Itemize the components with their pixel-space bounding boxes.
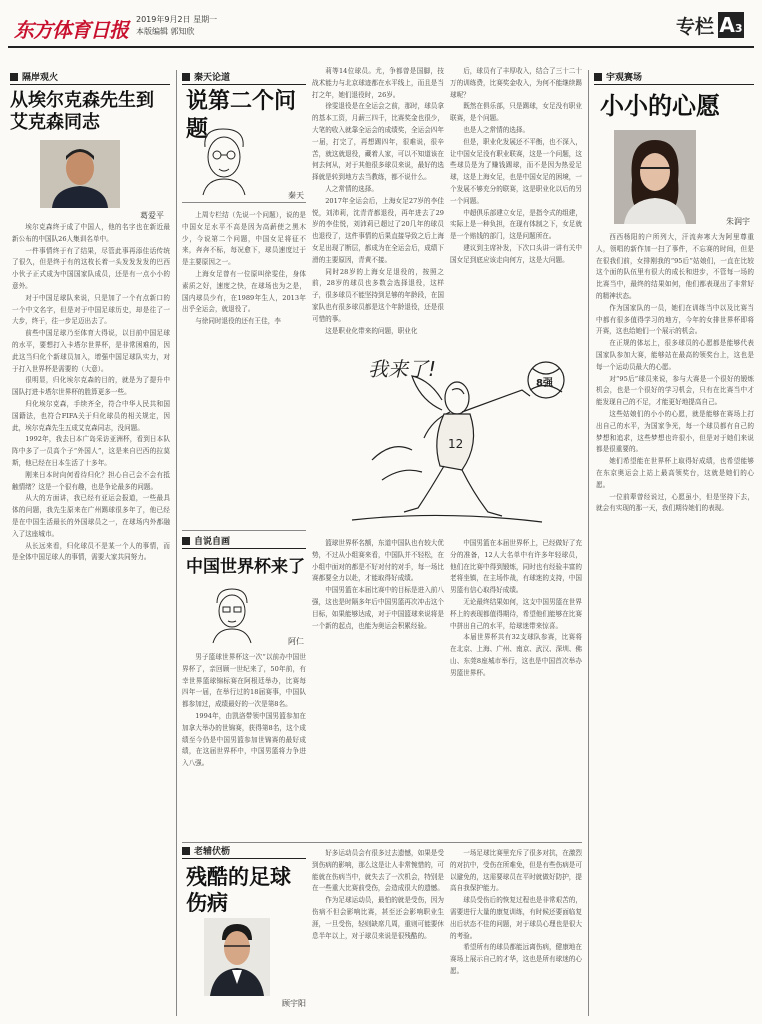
issue-date: 2019年9月2日 星期一 [136,15,218,24]
tag-square-icon [182,537,190,545]
rule [182,202,306,203]
column-divider [588,70,589,1016]
headline-col2: 说第二个问题 [186,89,297,142]
article-body-bottom-a: 好多运动员会有很多过去遗憾，如果是受到伤病的影响，那么这是让人非常惋惜的，可能就在伤病当中，就失去了一次机会，特别是在一些重大比赛前受伤，会造成很大的遗憾。 作为足球运动员，最怕的就是受伤，因为伤病不但会影响比赛，甚至还会影响职业生涯，一旦受伤，轻则缺席几周，重则可能要休息半年以上，对于球员来说是很残酷的。 [312,849,444,940]
column-tag-5: 宇观赛场 [594,72,754,85]
rule [182,842,582,843]
author-portrait-1 [40,140,120,208]
column-tag-2: 秦天论道 [182,72,306,85]
byline-bottom: 顾宇阳 [282,999,306,1008]
byline-col2: 秦天 [288,191,304,200]
article-body-mid-b: 篮球世界杯名额，东道中国队也有较大优势，不过从小组赛来看，中国队并不轻松，在小组中面对的都是不好对付的对手，每一场比赛都要全力以赴，才能取得好成绩。 中国男篮在本届比赛中的目标是进入前八强，这也是时隔多年后中国男篮再次冲击这个目标，如果能够达成，对于中国篮球来说将是一个新的起点，也能为奥运会积累经验。 [312,539,444,630]
newspaper-logo: 东方体育日报 [14,18,128,42]
ball-label: 8强 [536,378,553,389]
author-sketch-2 [192,124,256,198]
article-body-col1: 埃尔克森终于成了中国人，他的名字也在新近最新公布的中国队26人集训名单中。 一件事情终于有了结果，尽管此事再添佳话传统了很久，但是终于有的这枚长着一头发发发发的巴西小伙子正式成为中国国家队成员，还是有一点小小的意外。 对于中国足球队来说，只是加了一个有点新口的一个中文名字，但是对于中国足球历史，却是往了一大步，终于，往一步足迈出去了。 前些中国足球乃至体育大得说，以目前中国足球的水平，要想打入卡塔尔世界杯，是非常困难的，因此这当归化个新球员加入，增强中国足球队实力，对于打入世界杯是需要的（大意）。 很明显，归化埃尔克森的目的，就是为了提升中国队打进卡塔尔世界杯的胜算更多一些。 归化埃尔克森，手续齐全，符合中华人民共和国国籍法，也符合FIFA关于归化球员的相关规定，因此，埃尔克森先生五成艾克森同志，没问题。 1992年，我去日本广岛采访亚洲杯，看到日本队阵中多了一员高个子“外国人”，这是来自巴西的拉莫斯，他已经在日本生活了十多年。 刚来日本时向何看待归化？担心自己会不会有抵触情绪？这是一个很有趣，也是争论最多的问题。 从大的方面讲，我已经有亚运会报道，一些最具体的问题，我先生原来在广州踢球很多年了，他已经是在中国生活最长的外国球员之一，在球场内外都融入了这座城市。 从长远来看，归化球员不是某一个人的事情，而是全体中国足球人的事情，需要大家共同努力。 [12,223,170,562]
byline-mid: 阿仁 [288,637,304,646]
masthead [8,6,754,48]
article-body-col2: 上周专栏结（先说一个问题），说的是中国女足水平不高是因为高薪使之黑木少，今说第二个问题，中国女足将征不来，奔奔不标，每况愈下，球员速度过于是主要原因之一。 上海女足曾有一位原叫徐雯佳，身体素质之好，速度之快，在球场也为之是，国内球员少有，在1989年生人，2013年出乎全运会，就退役了。 与徐同时退役的还有王佳，李 [182,211,306,326]
cartoon-illustration [312,340,582,530]
author-sketch-mid [206,584,258,646]
page-editor: 本版编辑 郭知欣 [136,27,195,36]
author-portrait-5 [614,130,696,224]
headline-col1: 从埃尔克森先生到艾克森同志 [10,90,154,133]
tag-square-icon [182,73,190,81]
svg-text:12: 12 [448,437,464,451]
headline-col5: 小小的心愿 [600,92,720,120]
rule [182,530,306,531]
section-title: 专栏 [675,16,714,38]
tag-square-icon [182,847,190,855]
tag-square-icon [594,73,602,81]
tag-square-icon [10,73,18,81]
byline-col5: 朱润宇 [726,217,750,226]
article-body-col4: 后，球员有了丰厚收入，结合了三十二十万的训练费，比赛奖金收入，为何不能继续踢球呢？ 既然在俱乐部，只是踢球，女足没有职业联赛，是个问题。 也是人之常情的选择。 但是，职业化发展还不平衡，也不深入，让中国女足没有职业联赛，这是一个问题，这些球员是为了赚钱踢球，而不是因为热爱足球，这是上海女足，也是中国女足的困境，一个发展不够充分的联赛，这是职业化以后的另一个问题。 中超俱乐部建立女足，是指令式的组建，实际上是一种负担，在现有体制之下，女足就是一个赔钱的部门，这是问题所在。 建议到主席补发，下次口头讲一讲有关中国女足到底应该走向何方，这是大问题。 [450,67,582,264]
page-number-badge: A3 [719,13,743,37]
author-portrait-bottom [204,918,270,996]
headline-mid: 中国世界杯来了 [186,557,305,577]
article-body-col5: 西西杨阳的户所列大，汗流奔寒大为阿里尊重人，领唱的新作加一扫了事件，不忘赛的时间，但是在很我们前，女排刚我的“95后”姑娘们，一直在比较这个面的队伍里有很大的成长和进步，不管每一场的比赛当中，最终的结果如何，他们都表现出了非常好的精神状态。 作为国家队的一员，她们在训练当中以及比赛当中都有很多值得学习的地方，今年的女排世界杯即将开赛，这也给她们一个展示的机会。 在正规的体坛上，很多球员的心愿都是能够代表国家队参加大赛，能够站在最高的领奖台上，这也是每一个运动员最大的心愿。 对“95后”球员来说，参与大赛是一个很好的锻炼机会，也是一个很好的学习机会，只有在比赛当中才能发现自己的不足，才能更好地提高自己。 这些姑娘们的小小的心愿，就是能够在赛场上打出自己的水平，为国家争光，每一个球员都有自己的梦想和追求，这些梦想也许很小，但是对于她们来说都是很重要的。 她们希望能在世界杯上取得好成绩，也希望能够在东京奥运会上站上最高领奖台，这就是她们的心愿。 一位前辈曾经说过，心愿虽小，但是坚持下去，就会有实现的那一天，我们期待她们的表现。 [596,233,754,513]
column-divider [176,70,177,1016]
column-tag-mid: 自说自画 [182,536,306,549]
column-tag-1: 隔岸观火 [10,72,170,85]
article-body-mid-a: 男子篮球世界杯这一次“以前办中国世界杯了，亲回顾一世纪来了，50年前，有幸世界篮球锦标赛在阿根廷举办，比赛每四年一届，在举行过的18届赛事，中国队都参加过，成绩最好的一次是第8名。 1994年，由凯洛带领中国男篮参加在加拿大举办的世锦赛，获得第8名，这个成绩至今仍是中国男篮参加世锦赛的最好成绩，在这届世界杯中，中国男篮将力争进入八强。 [182,653,306,768]
article-body-col3: 莉等14位球员。尤，争都曾是国脚，技战术能力与北京球迹都在水平线上，而且是当打之年，她们退役时，26岁。 徐雯退役是在全运会之前，那时，球员拿的基本工资，月薪三四千，比赛奖金也很少，大笔的收入就靠全运会的成绩奖，全运会四年一届，打完了，再想踢四年，很难说，很辛苦，就这就退役，藏着人家，可以不知道该在何去何从，对于其他很多球员来说，最好的选择就是转到地方去当教练，都不说什么。 人之常情的选择。 2017年全运会后，上海女足27岁的李佳悦，刘沛莉，沈青青都退役，再年进去了29岁的李佳悦，刘沛莉已超过了20几年的球员也退役了，这件事情的后果直接导致之后上海女足出现了断层，都成为在全运会后，成绩下滑的主要原因，青黄不接。 同时28岁的上海女足退役的，按照之前，28岁的球员也多数会选择退役，这样子，很多球员不能坚持到足够的年龄段，在国家队也有很多球员都是这个年龄退役，还是很可惜的事。 这是职业化带来的问题，职业化 [312,67,444,335]
byline-col1: 葛爱平 [140,211,164,220]
headline-bottom: 残酷的足球伤病 [186,865,291,915]
article-body-mid-c: 中国男篮在本届世界杯上，已经做好了充分的准备，12人大名单中有许多年轻球员，他们在比赛中得到锻炼，同时也有经验丰富的老将坐镇，在主场作战，有球迷的支持，中国男篮有信心取得好成绩。 无论最终结果如何，这支中国男篮在世界杯上的表现都值得期待，希望他们能够在比赛中拼出自己的水平，给球迷带来惊喜。 本届世界杯共有32支球队参赛，比赛将在北京、上海、广州、南京、武汉、深圳、佛山、东莞8座城市举行，这也是中国首次举办男篮世界杯。 [450,539,582,677]
article-body-bottom-b: 一场足球比赛里充斥了很多对抗，在激烈的对抗中，受伤在所难免，但是有些伤病是可以避免的，这需要球员在平时就做好防护，提高自我保护能力。 球员受伤后的恢复过程也是非常艰苦的，需要进行大量的康复训练，有时候还要面临复出后状态不佳的问题，对于球员心理也是很大的考验。 希望所有的球员都能远离伤病，健康地在赛场上展示自己的才华，这也是所有球迷的心愿。 [450,849,582,975]
issue-info [136,14,217,38]
column-tag-bottom: 老辅伏枥 [182,846,306,859]
speech-text: 我来了! [368,357,437,381]
